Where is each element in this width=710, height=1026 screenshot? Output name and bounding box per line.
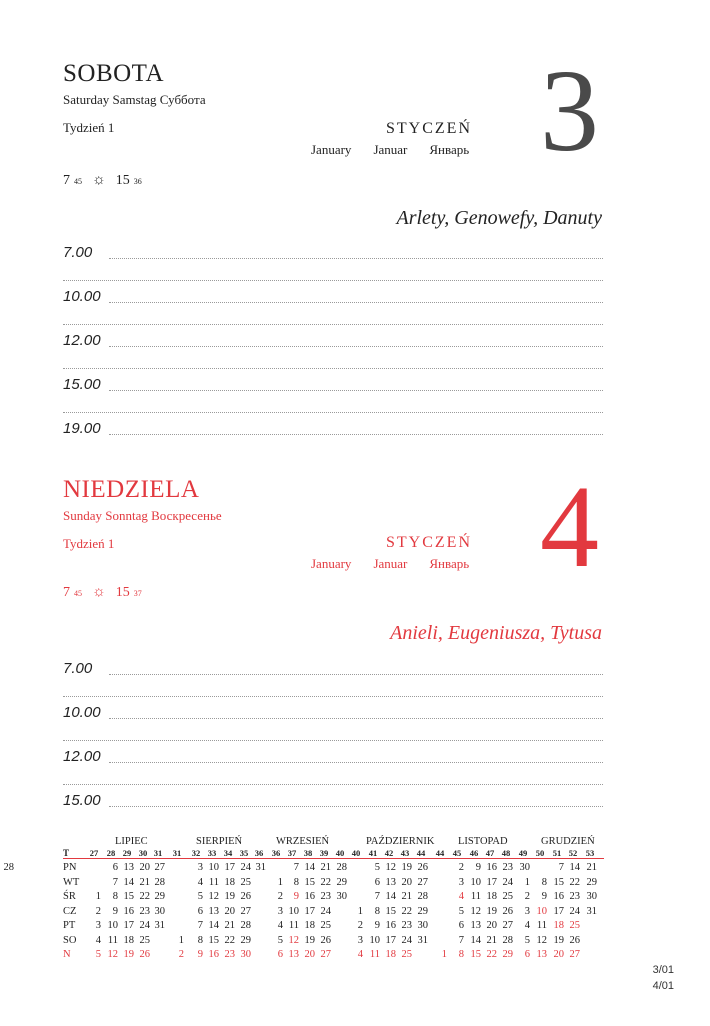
month-label: LIPIEC: [115, 836, 148, 847]
calendar-day: 25: [569, 920, 580, 931]
month-name: STYCZEŃ: [386, 534, 472, 551]
sunset-minute: 36: [133, 177, 142, 186]
calendar-day: 22: [486, 949, 497, 960]
calendar-day: 28: [3, 862, 14, 873]
calendar-day: 10: [470, 876, 481, 888]
calendar-day: 16: [486, 862, 497, 873]
calendar-day: 2: [524, 891, 530, 902]
sunset-hour: 15: [115, 173, 130, 188]
calendar-day: 24: [320, 905, 331, 917]
week-number: 31: [153, 848, 163, 858]
calendar-day: 18: [123, 934, 134, 946]
calendar-day: 17: [123, 920, 134, 931]
day-number: 4: [540, 461, 599, 592]
sunset-minute: 37: [133, 589, 142, 598]
week-number: 34: [223, 848, 233, 858]
calendar-day: 17: [486, 876, 497, 888]
calendar-day: 23: [569, 891, 580, 902]
calendar-day: 1: [178, 934, 184, 946]
time-slot[interactable]: [63, 788, 603, 832]
calendar-day: 10: [288, 905, 299, 917]
week-number: 52: [568, 848, 578, 858]
calendar-day: 12: [536, 934, 547, 946]
calendar-day: 29: [417, 905, 428, 917]
calendar-day: 24: [139, 920, 150, 931]
calendar-day: 2: [178, 949, 184, 960]
calendar-day: 1: [95, 891, 101, 902]
month-subtitle: January Januar Январь: [311, 556, 470, 571]
calendar-day: 9: [374, 920, 380, 931]
day-number: 3: [540, 45, 599, 176]
sunrise-hour: 7: [63, 173, 70, 188]
week-number: 27: [89, 848, 99, 858]
calendar-day: 20: [139, 862, 150, 873]
calendar-day: 12: [107, 949, 118, 960]
calendar-day: 27: [502, 920, 513, 931]
calendar-day: 30: [240, 949, 251, 960]
calendar-day: 21: [139, 876, 150, 888]
calendar-day: 26: [417, 862, 428, 873]
sunrise-hour: 7: [63, 585, 70, 600]
week-number: 49: [518, 848, 528, 858]
calendar-day: 9: [293, 891, 299, 902]
month-label: LISTOPAD: [458, 836, 508, 847]
calendar-day: 25: [240, 876, 251, 888]
time-label: 10.00: [63, 288, 101, 305]
calendar-divider: [63, 858, 604, 859]
schedule: [63, 656, 603, 832]
calendar-day: 13: [288, 949, 299, 960]
calendar-day: 17: [304, 905, 315, 917]
sun-times: [63, 584, 142, 601]
calendar-day: 8: [293, 876, 299, 888]
month-label: SIERPIEŃ: [196, 836, 243, 847]
calendar-day: 11: [107, 934, 118, 946]
calendar-day: 23: [224, 949, 235, 960]
calendar-day: 3: [524, 905, 530, 917]
calendar-day: 11: [288, 920, 299, 931]
calendar-day: 28: [417, 891, 428, 902]
calendar-day: 15: [470, 949, 481, 960]
week-label: Tydzień 1: [63, 536, 115, 551]
name-days: Arlety, Genowefy, Danuty: [396, 207, 602, 229]
calendar-day: 26: [139, 949, 150, 960]
calendar-day: 30: [417, 920, 428, 931]
week-number: 29: [122, 848, 132, 858]
calendar-day: 14: [208, 920, 219, 931]
week-number: 36: [271, 848, 281, 858]
calendar-day: 30: [336, 891, 347, 902]
week-number: 45: [452, 848, 462, 858]
calendar-day: 13: [385, 876, 396, 888]
calendar-day: 21: [486, 934, 497, 946]
calendar-day: 6: [524, 949, 530, 960]
week-number: 35: [239, 848, 249, 858]
calendar-day: 20: [553, 949, 564, 960]
calendar-day: 27: [417, 876, 428, 888]
calendar-day: 7: [558, 862, 564, 873]
calendar-day: 22: [224, 934, 235, 946]
calendar-day: 23: [401, 920, 412, 931]
week-number: 53: [585, 848, 595, 858]
calendar-day: 5: [95, 949, 101, 960]
calendar-day: 24: [401, 934, 412, 946]
calendar-day: 2: [458, 862, 464, 873]
calendar-day: 16: [553, 891, 564, 902]
calendar-day: 6: [197, 905, 203, 917]
time-label: 7.00: [63, 660, 93, 677]
calendar-day: 14: [470, 934, 481, 946]
calendar-day: 31: [255, 862, 266, 873]
calendar-day: 8: [541, 876, 547, 888]
calendar-day: 23: [502, 862, 513, 873]
calendar-day: 19: [123, 949, 134, 960]
calendar-day: 20: [224, 905, 235, 917]
week-number: 37: [287, 848, 297, 858]
calendar-day: 14: [123, 876, 134, 888]
calendar-day: 14: [304, 862, 315, 873]
calendar-day: 4: [95, 934, 101, 946]
calendar-day: 30: [154, 905, 165, 917]
time-slot[interactable]: [63, 372, 603, 416]
calendar-day: 19: [401, 862, 412, 873]
page-number: 4/01: [652, 980, 674, 992]
calendar-day: 20: [401, 876, 412, 888]
calendar-day: 28: [240, 920, 251, 931]
day-subtitle: Sunday Sonntag Воскресенье: [63, 508, 222, 523]
calendar-day: 15: [123, 891, 134, 902]
week-number: 43: [400, 848, 410, 858]
calendar-day: 13: [536, 949, 547, 960]
month-name: STYCZEŃ: [386, 120, 472, 137]
calendar-day: 12: [470, 905, 481, 917]
week-number: 38: [303, 848, 313, 858]
calendar-day: 3: [357, 934, 363, 946]
calendar-day: 20: [486, 920, 497, 931]
time-label: 15.00: [63, 376, 101, 393]
calendar-day: 7: [374, 891, 380, 902]
calendar-day: 7: [197, 920, 203, 931]
calendar-day: 15: [304, 876, 315, 888]
weekday-label: N: [63, 949, 71, 960]
calendar-day: 19: [224, 891, 235, 902]
calendar-day: 31: [154, 920, 165, 931]
calendar-day: 11: [536, 920, 547, 931]
month-label: PAŹDZIERNIK: [366, 836, 435, 847]
month-subtitle: January Januar Январь: [311, 142, 470, 157]
sun-icon: ☼: [92, 584, 106, 600]
calendar-day: 4: [357, 949, 363, 960]
calendar-day: 12: [288, 934, 299, 946]
calendar-day: 6: [112, 862, 118, 873]
month-label: GRUDZIEŃ: [541, 836, 595, 847]
calendar-day: 28: [502, 934, 513, 946]
calendar-day: 5: [277, 934, 283, 946]
time-slot[interactable]: [63, 416, 603, 460]
calendar-day: 9: [197, 949, 203, 960]
time-slot[interactable]: [63, 744, 603, 788]
sun-icon: ☼: [92, 172, 106, 188]
week-number: 40: [335, 848, 345, 858]
calendar-day: 25: [320, 920, 331, 931]
week-number: 39: [319, 848, 329, 858]
calendar-day: 15: [385, 905, 396, 917]
calendar-day: 12: [208, 891, 219, 902]
day-name: NIEDZIELA: [63, 476, 200, 503]
calendar-day: 30: [519, 862, 530, 873]
calendar-day: 2: [357, 920, 363, 931]
calendar-day: 19: [553, 934, 564, 946]
week-number: 44: [416, 848, 426, 858]
calendar-day: 25: [502, 891, 513, 902]
calendar-day: 16: [385, 920, 396, 931]
calendar-day: 29: [502, 949, 513, 960]
calendar-day: 29: [240, 934, 251, 946]
calendar-day: 8: [197, 934, 203, 946]
calendar-day: 12: [385, 862, 396, 873]
calendar-day: 4: [277, 920, 283, 931]
calendar-day: 19: [486, 905, 497, 917]
calendar-day: 8: [458, 949, 464, 960]
calendar-day: 20: [304, 949, 315, 960]
time-label: 15.00: [63, 792, 101, 809]
calendar-day: 16: [123, 905, 134, 917]
weekday-label: PT: [63, 920, 76, 931]
calendar-day: 24: [240, 862, 251, 873]
calendar-day: 3: [197, 862, 203, 873]
calendar-day: 10: [369, 934, 380, 946]
calendar-day: 9: [541, 891, 547, 902]
sunset-hour: 15: [115, 585, 130, 600]
weekday-label: SO: [63, 934, 77, 946]
calendar-day: 10: [107, 920, 118, 931]
calendar-day: 4: [458, 891, 464, 902]
calendar-day: 1: [357, 905, 363, 917]
calendar-day: 26: [502, 905, 513, 917]
calendar-day: 10: [208, 862, 219, 873]
calendar-day: 23: [139, 905, 150, 917]
weekday-label: CZ: [63, 905, 77, 917]
calendar-day: 15: [208, 934, 219, 946]
calendar-day: 31: [586, 905, 597, 917]
time-label: 7.00: [63, 244, 93, 261]
time-label: 10.00: [63, 704, 101, 721]
calendar-day: 5: [197, 891, 203, 902]
calendar-day: 22: [401, 905, 412, 917]
calendar-day: 7: [293, 862, 299, 873]
calendar-day: 8: [374, 905, 380, 917]
time-slot[interactable]: [63, 700, 603, 744]
calendar-day: 29: [586, 876, 597, 888]
calendar-day: 2: [95, 905, 101, 917]
calendar-day: 31: [417, 934, 428, 946]
month-label: WRZESIEŃ: [276, 836, 330, 847]
calendar-day: 17: [553, 905, 564, 917]
calendar-day: 11: [369, 949, 380, 960]
calendar-day: 30: [586, 891, 597, 902]
calendar-day: 11: [470, 891, 481, 902]
week-number: 42: [384, 848, 394, 858]
calendar-day: 18: [486, 891, 497, 902]
week-number: 47: [485, 848, 495, 858]
calendar-day: 11: [208, 876, 219, 888]
calendar-day: 25: [139, 934, 150, 946]
weekday-label: WT: [63, 876, 80, 888]
week-number: 31: [172, 848, 182, 858]
name-days: Anieli, Eugeniusza, Tytusa: [390, 622, 602, 644]
sunrise-minute: 45: [74, 177, 82, 186]
time-label: 12.00: [63, 748, 101, 765]
week-number: 30: [138, 848, 148, 858]
calendar-day: 29: [154, 891, 165, 902]
time-label: 12.00: [63, 332, 101, 349]
calendar-day: 22: [569, 876, 580, 888]
calendar-day: 24: [569, 905, 580, 917]
time-slot[interactable]: [63, 240, 603, 284]
calendar-day: 1: [524, 876, 530, 888]
calendar-day: 6: [277, 949, 283, 960]
calendar-day: 17: [385, 934, 396, 946]
day-subtitle: Saturday Samstag Суббота: [63, 92, 206, 107]
page-numbers: [653, 962, 674, 994]
calendar-day: 14: [569, 862, 580, 873]
calendar-day: 25: [401, 949, 412, 960]
calendar-day: 4: [197, 876, 203, 888]
week-number: 33: [207, 848, 217, 858]
calendar-day: 18: [553, 920, 564, 931]
week-number: 32: [191, 848, 201, 858]
half-year-calendar: [0, 832, 710, 972]
week-number: 28: [106, 848, 116, 858]
week-number: 51: [552, 848, 562, 858]
calendar-day: 16: [304, 891, 315, 902]
calendar-day: 22: [320, 876, 331, 888]
calendar-day: 26: [320, 934, 331, 946]
week-number: 44: [435, 848, 445, 858]
calendar-day: 13: [123, 862, 134, 873]
page-number: 3/01: [652, 964, 674, 976]
calendar-day: 21: [586, 862, 597, 873]
calendar-day: 9: [475, 862, 481, 873]
weekday-label: PN: [63, 862, 77, 873]
week-number: 36: [254, 848, 264, 858]
calendar-day: 9: [112, 905, 118, 917]
calendar-day: 2: [277, 891, 283, 902]
calendar-day: 28: [154, 876, 165, 888]
calendar-day: 27: [569, 949, 580, 960]
calendar-day: 8: [112, 891, 118, 902]
calendar-day: 21: [224, 920, 235, 931]
calendar-day: 28: [336, 862, 347, 873]
calendar-day: 26: [240, 891, 251, 902]
time-slot[interactable]: [63, 328, 603, 372]
calendar-day: 16: [208, 949, 219, 960]
week-number: 50: [535, 848, 545, 858]
sunrise-minute: 45: [74, 589, 82, 598]
day-name: SOBOTA: [63, 60, 165, 87]
calendar-day: 14: [385, 891, 396, 902]
calendar-day: 27: [320, 949, 331, 960]
calendar-day: 18: [385, 949, 396, 960]
calendar-day: 6: [458, 920, 464, 931]
week-number: 41: [368, 848, 378, 858]
calendar-day: 18: [224, 876, 235, 888]
calendar-day: 27: [240, 905, 251, 917]
calendar-day: 3: [458, 876, 464, 888]
calendar-day: 7: [458, 934, 464, 946]
calendar-day: 17: [224, 862, 235, 873]
calendar-day: 10: [536, 905, 547, 917]
calendar-day: 5: [458, 905, 464, 917]
sun-times: [63, 172, 142, 189]
weekday-label: ŚR: [63, 891, 76, 902]
calendar-day: 6: [374, 876, 380, 888]
calendar-day: 5: [374, 862, 380, 873]
time-slot[interactable]: [63, 656, 603, 700]
calendar-day: 23: [320, 891, 331, 902]
schedule: [63, 240, 603, 460]
calendar-day: 3: [95, 920, 101, 931]
time-label: 19.00: [63, 420, 101, 437]
calendar-day: 1: [277, 876, 283, 888]
calendar-day: 18: [304, 920, 315, 931]
calendar-day: 13: [208, 905, 219, 917]
calendar-day: 22: [139, 891, 150, 902]
week-label: Tydzień 1: [63, 120, 115, 135]
week-corner-label: T: [63, 848, 70, 858]
calendar-day: 13: [470, 920, 481, 931]
calendar-day: 24: [502, 876, 513, 888]
calendar-day: 7: [112, 876, 118, 888]
calendar-day: 4: [524, 920, 530, 931]
time-slot[interactable]: [63, 284, 603, 328]
calendar-day: 5: [524, 934, 530, 946]
calendar-day: 21: [401, 891, 412, 902]
week-number: 40: [351, 848, 361, 858]
week-number: 48: [501, 848, 511, 858]
calendar-day: 21: [320, 862, 331, 873]
calendar-day: 26: [569, 934, 580, 946]
calendar-day: 3: [277, 905, 283, 917]
calendar-day: 29: [336, 876, 347, 888]
week-number: 46: [469, 848, 479, 858]
calendar-day: 19: [304, 934, 315, 946]
calendar-day: 1: [441, 949, 447, 960]
calendar-day: 15: [553, 876, 564, 888]
calendar-day: 27: [154, 862, 165, 873]
